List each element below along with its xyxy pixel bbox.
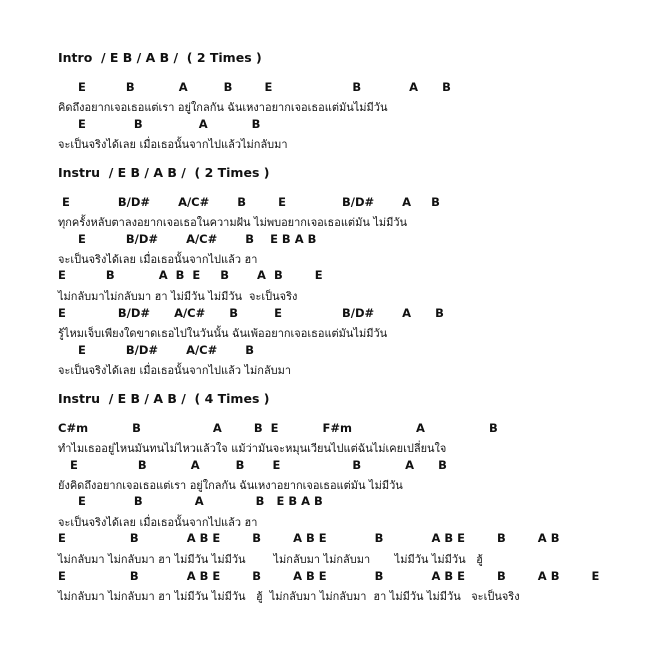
section-heading: Intro / E B / A B / ( 2 Times ) [58, 50, 262, 65]
section-heading: Instru / E B / A B / ( 4 Times ) [58, 391, 270, 406]
chord-line: E B/D# A/C# B [58, 343, 255, 357]
chord-line: E B A B E B A B E B A B E B A B E [58, 569, 600, 583]
chord-line: E B A B [58, 117, 261, 131]
lyric-line: คิดถึงอยากเจอเธอแต่เรา อยู่ใกลกัน ฉันเหงาอยากเจอเธอแต่มันไม่มีวัน [58, 101, 388, 114]
chord-line: E B A B E B A B [58, 458, 447, 472]
lyric-line: ไม่กลับมา ไม่กลับมา ฮา ไม่มีวัน ไม่มีวัน ฮู้ ไม่กลับมา ไม่กลับมา ฮา ไม่มีวัน ไม่มีวัน จะเป็นจริง [58, 590, 520, 603]
lyric-line: จะเป็นจริงได้เลย เมื่อเธอนั้นจากไปแล้ว ฮา [58, 516, 258, 529]
lyric-line: ทุกครั้งหลับตาลงอยากเจอเธอในความฝัน ไม่พบอยากเจอเธอแต่มัน ไม่มีวัน [58, 216, 408, 229]
chord-line: E B/D# A/C# B E B/D# A B [58, 306, 444, 320]
lyric-line: จะเป็นจริงได้เลย เมื่อเธอนั้นจากไปแล้ว ฮา [58, 253, 258, 266]
lyric-line: ยังคิดถึงอยากเจอเธอแต่เรา อยู่ใกลกัน ฉันเหงาอยากเจอเธอแต่มัน ไม่มีวัน [58, 479, 403, 492]
section-heading: Instru / E B / A B / ( 2 Times ) [58, 165, 270, 180]
lyric-line: รู้ไหมเจ็บเพียงใดขาดเธอไปในวันนั้น ฉันเพ้ออยากเจอเธอแต่มันไม่มีวัน [58, 327, 388, 340]
chord-line: C#m B A B E F#m A B [58, 421, 498, 435]
chord-line: E B/D# A/C# B E B A B [58, 232, 317, 246]
chord-line: E B A B E B A B [58, 494, 323, 508]
chord-line: E B A B E B A B E B A B E B A B [58, 531, 560, 545]
chord-line: E B A B E B A B [58, 80, 451, 94]
lyric-line: จะเป็นจริงได้เลย เมื่อเธอนั้นจากไปแล้ว ไม่กลับมา [58, 364, 292, 377]
lyric-line: ไม่กลับมา ไม่กลับมา ฮา ไม่มีวัน ไม่มีวัน ไม่กลับมา ไม่กลับมา ไม่มีวัน ไม่มีวัน ฮู้ [58, 553, 483, 566]
lyric-line: ไม่กลับมาไม่กลับมา ฮา ไม่มีวัน ไม่มีวัน จะเป็นจริง [58, 290, 298, 303]
lyric-line: จะเป็นจริงได้เลย เมื่อเธอนั้นจากไปแล้วไม่กลับมา [58, 138, 288, 151]
lyric-line: ทำไมเธออยู่ไหนมันทนไม่ไหวแล้วใจ แม้ว่ามันจะหมุนเวียนไปแต่ฉันไม่เคยเปลี่ยนใจ [58, 442, 447, 455]
chord-line: E B/D# A/C# B E B/D# A B [58, 195, 440, 209]
chord-line: E B A B E B A B E [58, 268, 323, 282]
